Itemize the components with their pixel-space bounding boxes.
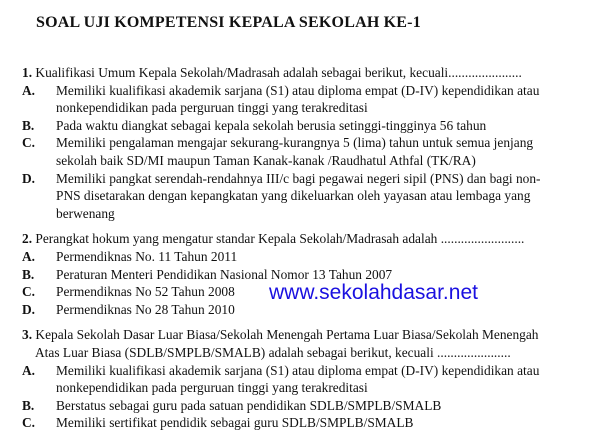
option-c	[22, 414, 592, 432]
option-text: Permendiknas No. 11 Tahun 2011	[56, 248, 238, 264]
page-title: SOAL UJI KOMPETENSI KEPALA SEKOLAH KE-1	[36, 14, 421, 31]
question-3	[22, 326, 592, 344]
question-number: 1.	[22, 65, 33, 80]
question-2	[22, 230, 592, 248]
option-text: Peraturan Menteri Pendidikan Nasional Nomor 13 Tahun 2007	[56, 266, 393, 282]
option-a	[22, 82, 592, 100]
option-text-continued: sekolah baik SD/MI maupun Taman Kanak-kanak /Raudhatul Athfal (TK/RA)	[56, 152, 476, 168]
option-letter: C.	[22, 284, 36, 300]
question-list	[22, 64, 592, 432]
option-text: Memiliki kualifikasi akademik sarjana (S1) atau diploma empat (D-IV) kependidikan atau	[56, 82, 540, 98]
option-text: Berstatus sebagai guru pada satuan pendidikan SDLB/SMPLB/SMALB	[56, 397, 442, 413]
question-1	[22, 64, 592, 82]
option-a	[22, 248, 592, 266]
question-text-continued: Atas Luar Biasa (SDLB/SMPLB/SMALB) adalah sebagai berikut, kecuali ......................	[35, 344, 511, 360]
option-d	[22, 170, 592, 188]
option-text: Memiliki kualifikasi akademik sarjana (S1) atau diploma empat (D-IV) kependidikan atau	[56, 362, 540, 378]
option-text: Pada waktu diangkat sebagai kepala sekolah berusia setinggi-tingginya 56 tahun	[56, 117, 487, 133]
option-letter: B.	[22, 397, 35, 413]
option-letter: C.	[22, 135, 36, 151]
option-text-continued: PNS disetarakan dengan kepangkatan yang dikeluarkan oleh yayasan atau lembaga yang	[56, 188, 531, 204]
option-text: Permendiknas No 52 Tahun 2008	[56, 284, 235, 300]
option-text-continued: berwenang	[56, 205, 115, 221]
option-b	[22, 397, 592, 415]
option-letter: D.	[22, 170, 36, 186]
option-letter: A.	[22, 248, 36, 264]
option-c	[22, 134, 592, 152]
question-text: Perangkat hokum yang mengatur standar Kepala Sekolah/Madrasah adalah .........................	[35, 231, 525, 247]
option-a	[22, 362, 592, 380]
option-letter: B.	[22, 117, 35, 133]
option-letter: D.	[22, 301, 36, 317]
website-watermark: www.sekolahdasar.net	[269, 281, 478, 304]
option-text: Permendiknas No 28 Tahun 2010	[56, 301, 235, 317]
option-text-continued: nonkependidikan pada perguruan tinggi yang terakreditasi	[56, 380, 368, 396]
option-text: Memiliki pangkat serendah-rendahnya III/c bagi pegawai negeri sipil (PNS) dan bagi non-	[56, 170, 541, 186]
question-text: Kepala Sekolah Dasar Luar Biasa/Sekolah Menengah Pertama Luar Biasa/Sekolah Menengah	[35, 327, 539, 343]
option-text: Memiliki sertifikat pendidik sebagai guru SDLB/SMPLB/SMALB	[56, 415, 414, 431]
question-number: 2.	[22, 231, 33, 247]
option-letter: B.	[22, 266, 35, 282]
option-letter: A.	[22, 82, 36, 98]
option-b	[22, 117, 592, 135]
option-text: Memiliki pengalaman mengajar sekurang-kurangnya 5 (lima) tahun untuk semua jenjang	[56, 135, 534, 151]
option-letter: C.	[22, 415, 36, 431]
option-letter: A.	[22, 362, 36, 378]
question-text: Kualifikasi Umum Kepala Sekolah/Madrasah adalah sebagai berikut, kecuali......................	[35, 65, 522, 80]
question-number: 3.	[22, 327, 33, 343]
option-text-continued: nonkependidikan pada perguruan tinggi yang terakreditasi	[56, 100, 368, 116]
